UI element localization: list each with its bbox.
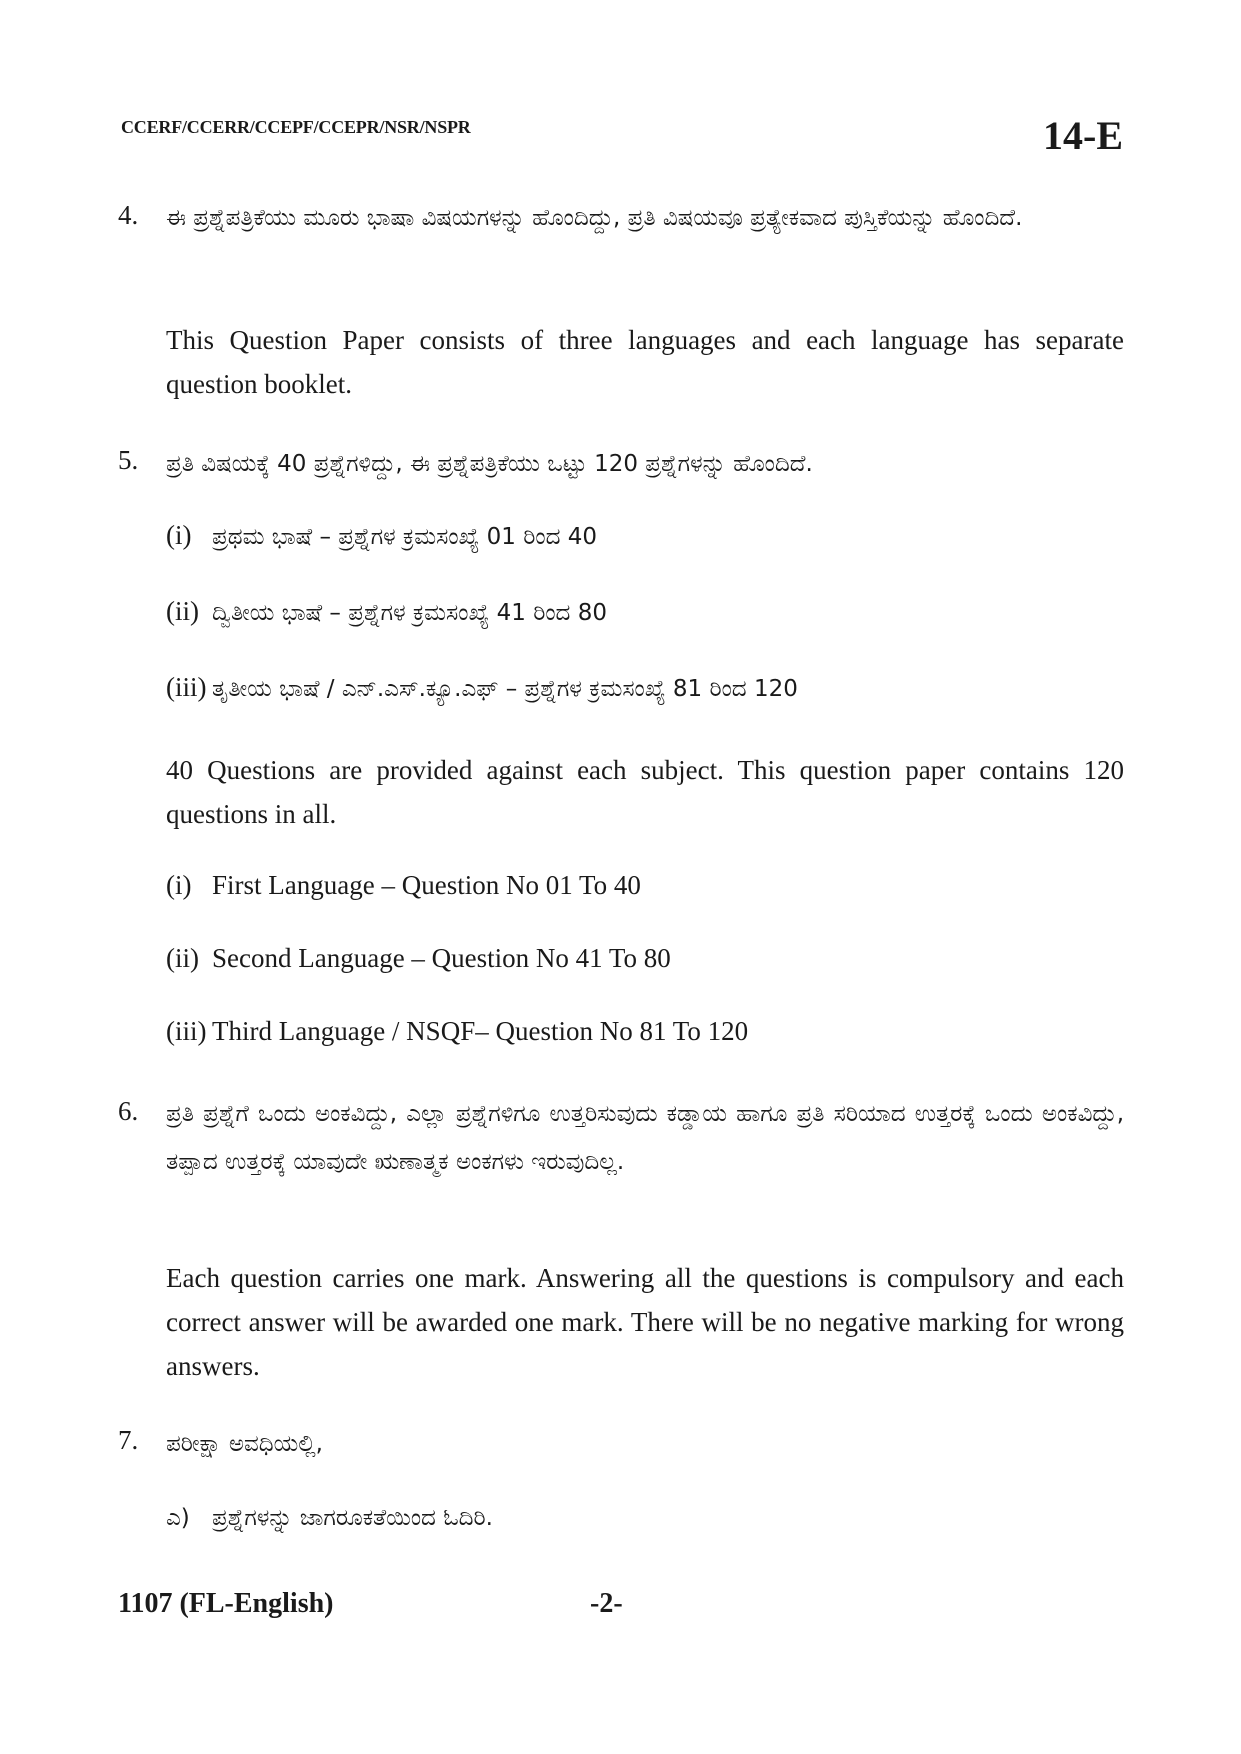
item-label: (iii) (166, 1016, 207, 1046)
item-text: Third Language / NSQF– Question No 81 To 120 (212, 1016, 749, 1046)
q4-number: 4. (118, 200, 139, 230)
q7-number: 7. (118, 1425, 139, 1455)
q5-english-item-3 (166, 1016, 748, 1047)
q5-english-item-2 (166, 943, 671, 974)
item-label: (i) (166, 520, 192, 550)
item-label: ಎ) (166, 1505, 190, 1531)
item-label: (ii) (166, 943, 199, 973)
item-label: (i) (166, 870, 192, 900)
item-label: (iii) (166, 672, 207, 702)
q4-kannada: ಈ ಪ್ರಶ್ನೆಪತ್ರಿಕೆಯು ಮೂರು ಭಾಷಾ ವಿಷಯಗಳನ್ನು ಹೊಂದಿದ್ದು, ಪ್ರತಿ ವಿಷಯವೂ ಪ್ರತ್ಯೇಕವಾದ ಪುಸ್ತಿಕೆಯನ್ನು ಹೊಂದಿದೆ. (166, 205, 1023, 231)
q5-english: 40 Questions are provided against each subject. This question paper contains 120 questions in all. (166, 755, 1124, 829)
q5-kannada: ಪ್ರತಿ ವಿಷಯಕ್ಕೆ 40 ಪ್ರಶ್ನೆಗಳಿದ್ದು, ಈ ಪ್ರಶ್ನೆಪತ್ರಿಕೆಯು ಒಟ್ಟು 120 ಪ್ರಶ್ನೆಗಳನ್ನು ಹೊಂದಿದೆ. (166, 451, 813, 477)
q6-number: 6. (118, 1096, 139, 1126)
item-text: ಪ್ರಶ್ನೆಗಳನ್ನು ಜಾಗರೂಕತೆಯಿಂದ ಓದಿರಿ. (212, 1505, 493, 1531)
item-text: ದ್ವಿತೀಯ ಭಾಷೆ – ಪ್ರಶ್ನೆಗಳ ಕ್ರಮಸಂಖ್ಯೆ 41 ರಿಂದ 80 (212, 600, 607, 626)
item-text: ಪ್ರಥಮ ಭಾಷೆ – ಪ್ರಶ್ನೆಗಳ ಕ್ರಮಸಂಖ್ಯೆ 01 ರಿಂದ 40 (212, 524, 598, 550)
q5-kannada-item-1 (166, 520, 597, 551)
q6-english: Each question carries one mark. Answering all the questions is compulsory and each correct answer will be awarded one mark. There will be no negative marking for wrong answers. (166, 1263, 1124, 1381)
page-number: -2- (590, 1588, 623, 1619)
q6-kannada: ಪ್ರತಿ ಪ್ರಶ್ನೆಗೆ ಒಂದು ಅಂಕವಿದ್ದು, ಎಲ್ಲಾ ಪ್ರಶ್ನೆಗಳಿಗೂ ಉತ್ತರಿಸುವುದು ಕಡ್ಡಾಯ ಹಾಗೂ ಪ್ರತಿ ಸರಿಯಾದ ಉತ್ತರಕ್ಕೆ ಒಂದು ಅಂಕವಿದ್ದು, ತಪ್ಪಾದ ಉತ್ತರಕ್ಕೆ ಯಾವುದೇ ಋಣಾತ್ಮಕ ಅಂಕಗಳು ಇರುವುದಿಲ್ಲ. (166, 1101, 1124, 1175)
exam-code: CCERF/CCERR/CCEPF/CCEPR/NSR/NSPR (121, 117, 471, 137)
q5-kannada-item-2 (166, 596, 607, 627)
q7-kannada: ಪರೀಕ್ಷಾ ಅವಧಿಯಲ್ಲಿ, (166, 1431, 323, 1457)
q4-english: This Question Paper consists of three languages and each language has separate question booklet. (166, 325, 1124, 399)
item-text: Second Language – Question No 41 To 80 (212, 943, 671, 973)
q5-english-item-1 (166, 870, 641, 901)
q5-number: 5. (118, 445, 139, 475)
q7-item-a (166, 1505, 493, 1531)
booklet-set: 14-E (1043, 113, 1123, 158)
item-text: ತೃತೀಯ ಭಾಷೆ / ಎನ್.ಎಸ್.ಕ್ಯೂ.ಎಫ್ – ಪ್ರಶ್ನೆಗಳ ಕ್ರಮಸಂಖ್ಯೆ 81 ರಿಂದ 120 (212, 676, 798, 702)
item-text: First Language – Question No 01 To 40 (212, 870, 641, 900)
item-label: (ii) (166, 596, 199, 626)
q5-kannada-item-3 (166, 672, 798, 703)
footer-paper-code: 1107 (FL-English) (118, 1588, 334, 1619)
